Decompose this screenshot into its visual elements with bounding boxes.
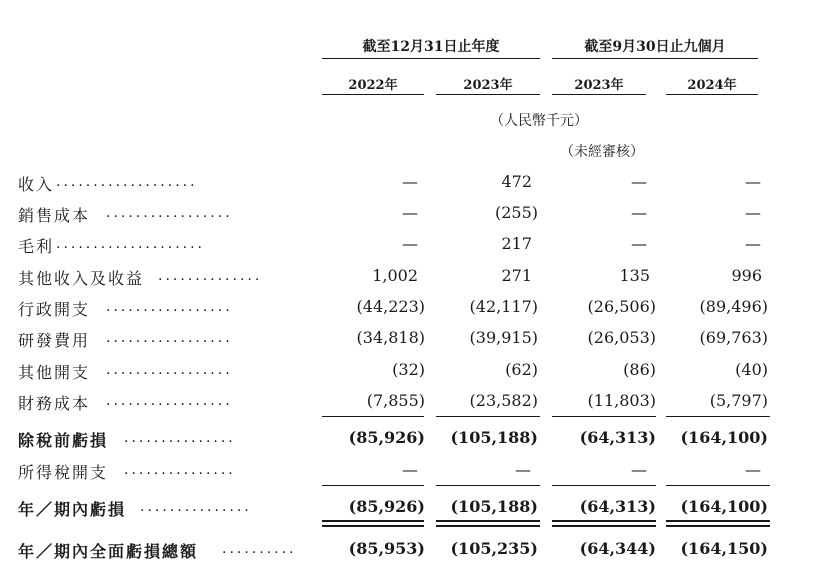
- row-leader: ....................: [56, 236, 206, 252]
- total-double-rule: [322, 520, 424, 527]
- value: (64,313): [579, 428, 656, 447]
- value: —: [402, 203, 418, 222]
- year-rule-4: [666, 94, 758, 95]
- value: (85,953): [348, 539, 425, 558]
- value: 996: [731, 266, 762, 285]
- nine-month-group-rule: [552, 58, 758, 59]
- row-label: 財務成本: [18, 394, 91, 413]
- row-leader: ...................: [56, 174, 198, 190]
- value: (32): [392, 360, 425, 379]
- row-label: 年／期內全面虧損總額: [18, 542, 199, 561]
- unaudited-note: （未經審核）: [560, 144, 644, 160]
- row-leader: .................: [106, 205, 233, 221]
- subtotal-rule: [666, 416, 770, 417]
- value: 135: [619, 266, 650, 285]
- currency-unit: （人民幣千元）: [490, 113, 588, 129]
- value: —: [631, 234, 647, 253]
- row-label: 銷售成本: [18, 206, 91, 225]
- value: (85,926): [348, 428, 425, 447]
- row-leader: ...............: [124, 462, 236, 478]
- row-leader: .................: [106, 362, 233, 378]
- value: (164,100): [680, 497, 768, 516]
- value: —: [745, 203, 761, 222]
- year-header-2023-9m: 2023年: [574, 78, 624, 93]
- row-leader: .................: [106, 393, 233, 409]
- subtotal-rule: [666, 485, 770, 486]
- row-label: 除稅前虧損: [18, 431, 109, 450]
- value: (255): [494, 203, 538, 222]
- value: —: [631, 172, 647, 191]
- value: (34,818): [356, 328, 425, 347]
- subtotal-rule: [436, 416, 540, 417]
- value: —: [745, 234, 761, 253]
- row-label: 所得稅開支: [18, 463, 109, 482]
- year-group-rule: [322, 58, 540, 59]
- value: (85,926): [348, 497, 425, 516]
- row-label: 其他收入及收益: [18, 269, 145, 288]
- total-double-rule: [552, 520, 656, 527]
- row-leader: ...............: [124, 430, 236, 446]
- row-label: 其他開支: [18, 363, 91, 382]
- year-rule-3: [552, 94, 646, 95]
- value: (40): [735, 360, 768, 379]
- value: (64,344): [579, 539, 656, 558]
- year-group-header: 截至12月31日止年度: [362, 39, 500, 55]
- year-header-2023: 2023年: [463, 78, 513, 93]
- value: 1,002: [372, 266, 418, 285]
- total-double-rule: [436, 520, 540, 527]
- value: (26,053): [587, 328, 656, 347]
- value: —: [402, 234, 418, 253]
- value: (42,117): [469, 297, 538, 316]
- value: (105,235): [450, 539, 538, 558]
- subtotal-rule: [322, 485, 424, 486]
- row-label: 毛利: [18, 237, 55, 256]
- row-label: 研發費用: [18, 331, 91, 350]
- year-header-2022: 2022年: [348, 78, 398, 93]
- row-leader: ...............: [140, 499, 252, 515]
- value: —: [515, 460, 531, 479]
- subtotal-rule: [552, 485, 656, 486]
- row-leader: .................: [106, 330, 233, 346]
- value: —: [631, 460, 647, 479]
- value: 271: [501, 266, 532, 285]
- value: —: [745, 172, 761, 191]
- value: (7,855): [366, 391, 425, 410]
- value: (23,582): [469, 391, 538, 410]
- value: —: [402, 172, 418, 191]
- row-leader: ..........: [222, 541, 297, 557]
- nine-month-group-header: 截至9月30日止九個月: [584, 39, 726, 55]
- year-header-2024-9m: 2024年: [687, 78, 737, 93]
- value: (44,223): [356, 297, 425, 316]
- value: —: [631, 203, 647, 222]
- row-leader: ..............: [158, 268, 263, 284]
- value: (105,188): [450, 497, 538, 516]
- subtotal-rule: [436, 485, 540, 486]
- value: (26,506): [587, 297, 656, 316]
- value: (164,100): [680, 428, 768, 447]
- value: (5,797): [709, 391, 768, 410]
- value: (11,803): [587, 391, 656, 410]
- subtotal-rule: [552, 416, 656, 417]
- value: 472: [501, 172, 532, 191]
- value: —: [402, 460, 418, 479]
- total-double-rule: [666, 520, 770, 527]
- row-leader: .................: [106, 299, 233, 315]
- value: (164,150): [680, 539, 768, 558]
- value: (64,313): [579, 497, 656, 516]
- value: —: [745, 460, 761, 479]
- value: (62): [505, 360, 538, 379]
- value: (86): [623, 360, 656, 379]
- row-label: 收入: [18, 175, 55, 194]
- value: (89,496): [699, 297, 768, 316]
- year-rule-1: [322, 94, 424, 95]
- year-rule-2: [436, 94, 540, 95]
- value: 217: [501, 234, 532, 253]
- subtotal-rule: [322, 416, 424, 417]
- row-label: 年／期內虧損: [18, 500, 127, 519]
- value: (39,915): [469, 328, 538, 347]
- row-label: 行政開支: [18, 300, 91, 319]
- value: (69,763): [699, 328, 768, 347]
- value: (105,188): [450, 428, 538, 447]
